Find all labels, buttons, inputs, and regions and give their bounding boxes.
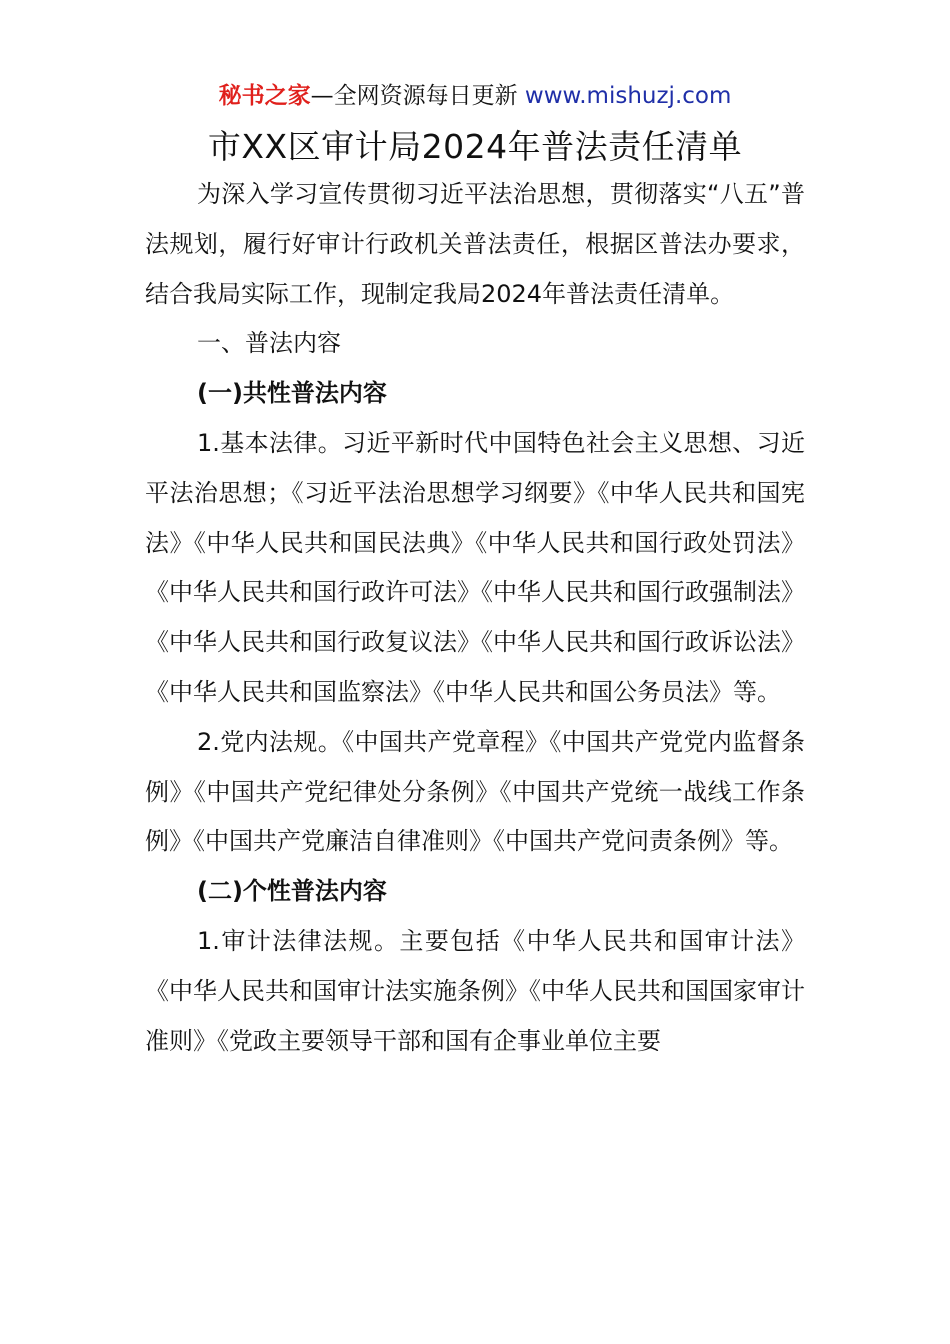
header-tagline: —全网资源每日更新 — [310, 83, 525, 109]
list-item: 2.党内法规。《中国共产党章程》《中国共产党党内监督条例》《中国共产党纪律处分条例》《中国共产党统一战线工作条例》《中国共产党廉洁自律准则》《中国共产党问责条例》等。 — [145, 727, 805, 856]
subsection-heading: (二)个性普法内容 — [197, 877, 387, 906]
list-item: 1.基本法律。习近平新时代中国特色社会主义思想、习近平法治思想；《习近平法治思想学习纲要》《中华人民共和国宪法》《中华人民共和国民法典》《中华人民共和国行政处罚法》《中华人民共和国行政许可法》《中华人民共和国行政强制法》《中华人民共和国行政复议法》《中华人民共和国行政诉讼法》《中华人民共和国监察法》《中华人民共和国公务员法》等。 — [145, 428, 805, 706]
section-heading: 一、普法内容 — [197, 329, 341, 358]
intro-paragraph: 为深入学习宣传贯彻习近平法治思想，贯彻落实“八五”普法规划，履行好审计行政机关普法责任，根据区普法办要求，结合我局实际工作，现制定我局2024年普法责任清单。 — [145, 180, 805, 308]
document-body — [145, 170, 805, 1066]
site-header — [0, 80, 950, 112]
brand-name: 秘书之家 — [218, 83, 311, 109]
list-item: 1.审计法律法规。主要包括《中华人民共和国审计法》《中华人民共和国审计法实施条例》《中华人民共和国国家审计准则》《党政主要领导干部和国有企事业单位主要 — [145, 926, 805, 1055]
document-title: 市XX区审计局2024年普法责任清单 — [207, 127, 743, 166]
site-url-link[interactable]: www.mishuzj.com — [524, 83, 732, 109]
subsection-heading: (一)共性普法内容 — [197, 379, 387, 408]
